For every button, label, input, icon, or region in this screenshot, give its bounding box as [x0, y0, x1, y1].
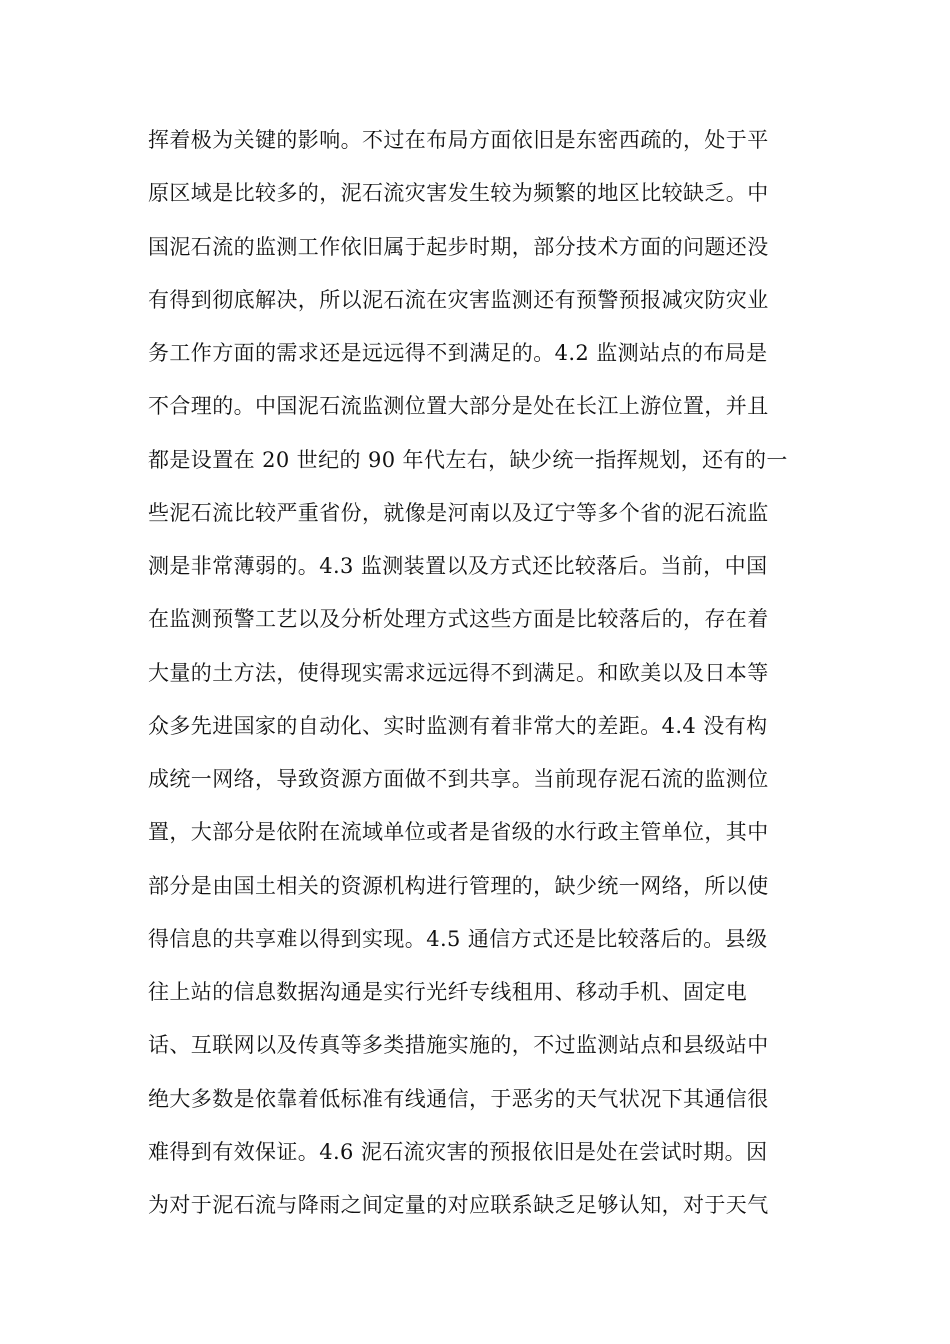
text-line: 得信息的共享难以得到实现。4.5 通信方式还是比较落后的。县级	[148, 926, 768, 951]
text-line: 挥着极为关键的影响。不过在布局方面依旧是东密西疏的，处于平	[148, 128, 769, 152]
text-line: 大量的土方法，使得现实需求远远得不到满足。和欧美以及日本等	[148, 660, 769, 685]
text-line: 不合理的。中国泥石流监测位置大部分是处在长江上游位置，并且	[148, 394, 769, 419]
text-line: 为对于泥石流与降雨之间定量的对应联系缺乏足够认知，对于天气	[148, 1193, 769, 1217]
text-line: 众多先进国家的自动化、实时监测有着非常大的差距。4.4 没有构	[148, 713, 768, 738]
text-line: 难得到有效保证。4.6 泥石流灾害的预报依旧是处在尝试时期。因	[148, 1139, 768, 1164]
text-line: 置，大部分是依附在流域单位或者是省级的水行政主管单位，其中	[148, 820, 769, 845]
text-line: 都是设置在 20 世纪的 90 年代左右，缺少统一指挥规划，还有的一	[148, 447, 788, 472]
text-line: 部分是由国土相关的资源机构进行管理的，缺少统一网络，所以使	[148, 873, 769, 898]
text-line: 有得到彻底解决，所以泥石流在灾害监测还有预警预报减灾防灾业	[148, 287, 769, 312]
text-line: 测是非常薄弱的。4.3 监测装置以及方式还比较落后。当前，中国	[148, 554, 768, 578]
text-line: 绝大多数是依靠着低标准有线通信，于恶劣的天气状况下其通信很	[148, 1086, 769, 1111]
text-line: 些泥石流比较严重省份，就像是河南以及辽宁等多个省的泥石流监	[148, 500, 769, 525]
body-text	[148, 114, 808, 1232]
text-line: 往上站的信息数据沟通是实行光纤专线租用、移动手机、固定电	[148, 980, 748, 1004]
text-line: 务工作方面的需求还是远远得不到满足的。4.2 监测站点的布局是	[148, 341, 768, 365]
text-line: 原区域是比较多的，泥石流灾害发生较为频繁的地区比较缺乏。中	[148, 181, 769, 206]
text-line: 话、互联网以及传真等多类措施实施的，不过监测站点和县级站中	[148, 1033, 769, 1058]
text-line: 在监测预警工艺以及分析处理方式这些方面是比较落后的，存在着	[148, 607, 769, 632]
text-line: 国泥石流的监测工作依旧属于起步时期，部分技术方面的问题还没	[148, 234, 769, 259]
text-line: 成统一网络，导致资源方面做不到共享。当前现存泥石流的监测位	[148, 767, 769, 791]
